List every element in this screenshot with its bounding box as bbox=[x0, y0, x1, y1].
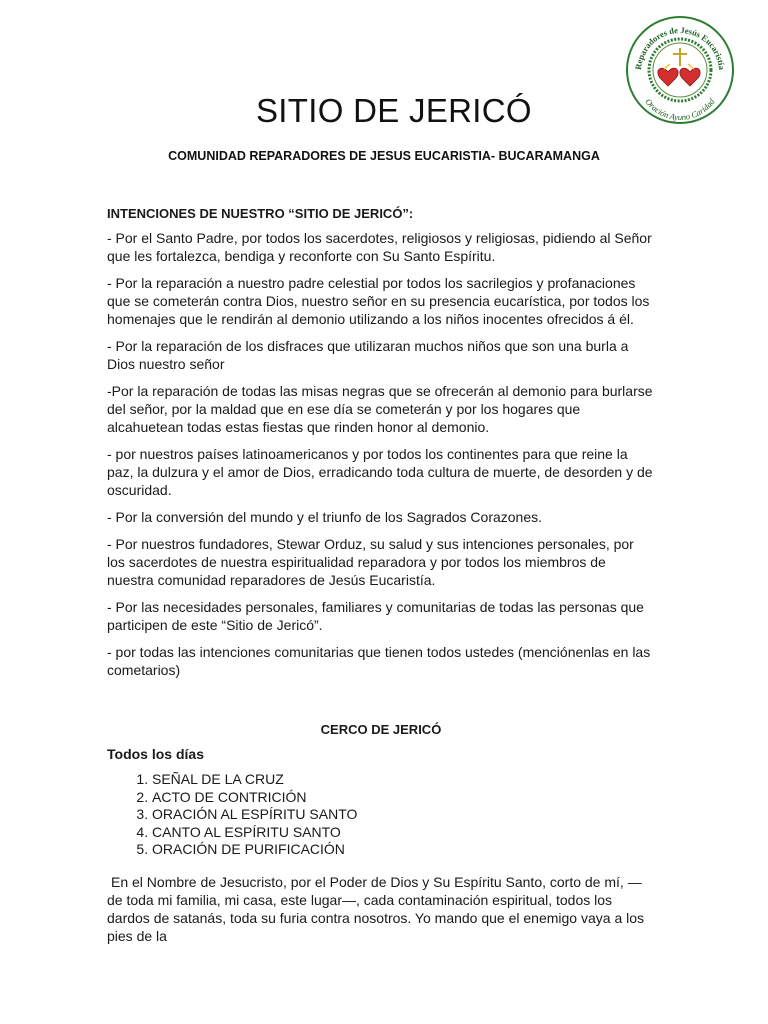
list-item: 1. SEÑAL DE LA CRUZ bbox=[152, 771, 655, 789]
list-item: 2. ACTO DE CONTRICIÓN bbox=[152, 789, 655, 807]
list-item: 3. ORACIÓN AL ESPÍRITU SANTO bbox=[152, 806, 655, 824]
intention-paragraph: - Por el Santo Padre, por todos los sacerdotes, religiosos y religiosas, pidiendo al Señor que les fortalezca, bendiga y reconforte con Su Santo Espíritu. bbox=[107, 230, 652, 264]
daily-steps-list bbox=[107, 771, 655, 859]
list-item: 4. CANTO AL ESPÍRITU SANTO bbox=[152, 824, 655, 842]
document-body bbox=[107, 205, 655, 945]
intention-paragraph: - Por las necesidades personales, familiares y comunitarias de todas las personas que participen de este “Sitio de Jericó”. bbox=[107, 599, 644, 633]
logo-text-bottom: Oración Ayuno Caridad bbox=[643, 96, 717, 123]
page-title: SITIO DE JERICÓ bbox=[256, 92, 532, 129]
daily-heading: Todos los días bbox=[107, 746, 204, 762]
list-item: 5. ORACIÓN DE PURIFICACIÓN bbox=[152, 841, 655, 859]
intentions-heading: INTENCIONES DE NUESTRO “SITIO DE JERICÓ”: bbox=[107, 206, 414, 221]
intention-paragraph: - Por la reparación a nuestro padre celestial por todos los sacrilegios y profanaciones que se cometerán contra Dios, nuestro señor en su presencia eucarística, por todos los homenajes que le rendirán al demonio utilizando a los niños inocentes ofrecidos á él. bbox=[107, 275, 650, 327]
intention-paragraph: -Por la reparación de todas las misas negras que se ofrecerán al demonio para burlarse del señor, por la maldad que en ese día se cometerán y por los hogares que alcahuetean todas estas fiestas que rinden honor al demonio. bbox=[107, 383, 653, 435]
purification-prayer: En el Nombre de Jesucristo, por el Poder de Dios y Su Espíritu Santo, corto de mí, —de toda mi familia, mi casa, este lugar—, cada contaminación espiritual, todos los dardos de satanás, toda su furia contra nosotros. Yo mando que el enemigo vaya a los pies de la bbox=[107, 873, 645, 944]
intention-paragraph: - Por nuestros fundadores, Stewar Orduz, su salud y sus intenciones personales, por los sacerdotes de nuestra espiritualidad reparadora y por todos los miembros de nuestra comunidad reparadores de Jesús Eucaristía. bbox=[107, 536, 634, 588]
logo-text-top: Reparadores de Jesús Eucaristía bbox=[632, 24, 727, 71]
intention-paragraph: - por todas las intenciones comunitarias que tienen todos ustedes (menciónenlas en las cometarios) bbox=[107, 644, 651, 678]
cerco-heading: CERCO DE JERICÓ bbox=[320, 722, 442, 737]
intention-paragraph: - Por la reparación de los disfraces que utilizaran muchos niños que son una burla a Dios nuestro señor bbox=[107, 338, 629, 372]
intention-paragraph: - por nuestros países latinoamericanos y por todos los continentes para que reine la paz, la dulzura y el amor de Dios, erradicando toda cultura de muerte, de desorden y de oscuridad. bbox=[107, 446, 653, 498]
intention-paragraph: - Por la conversión del mundo y el triunfo de los Sagrados Corazones. bbox=[107, 509, 543, 525]
subtitle: COMUNIDAD REPARADORES DE JESUS EUCARISTIA- BUCARAMANGA bbox=[168, 149, 600, 163]
community-seal-logo bbox=[624, 14, 736, 126]
